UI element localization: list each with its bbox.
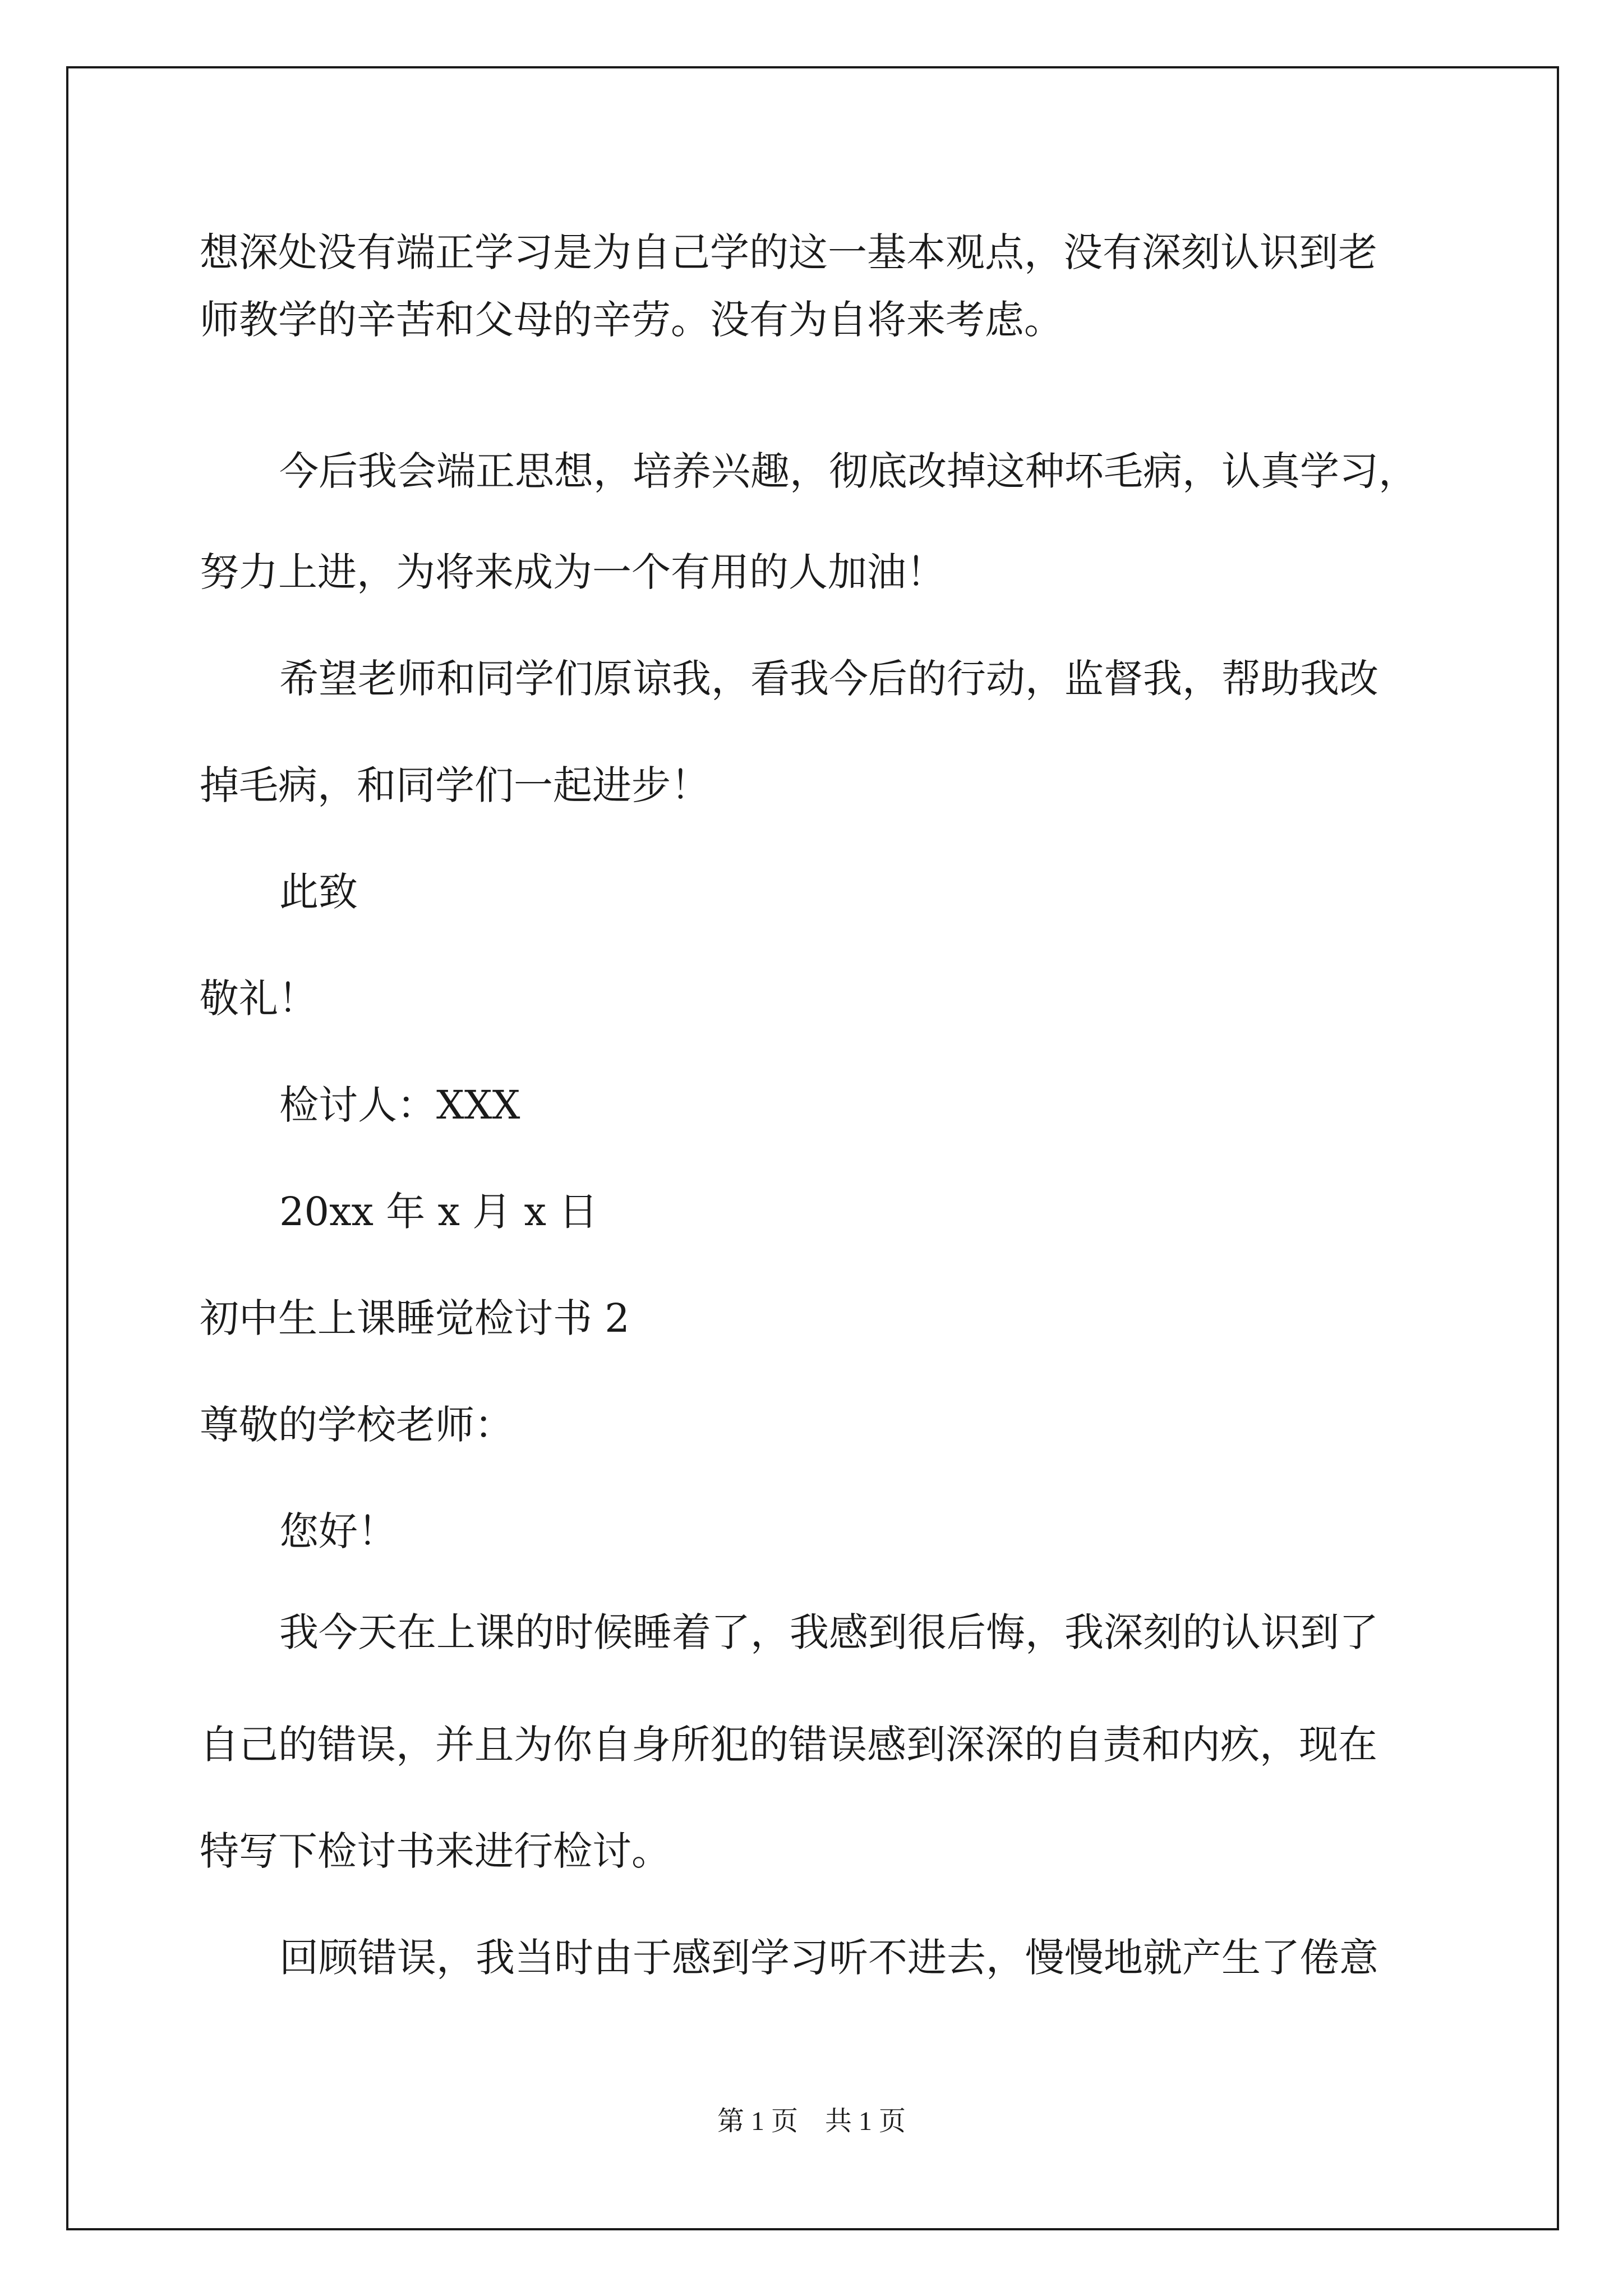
signature-reviewer: 检讨人：XXX — [279, 1082, 520, 1128]
salutation-cizhi: 此致 — [279, 869, 358, 915]
text-line-2: 师教学的辛苦和父母的辛劳。没有为自将来考虑。 — [200, 297, 1063, 343]
text-line-17: 回顾错误，我当时由于感到学习听不进去，慢慢地就产生了倦意 — [279, 1935, 1378, 1981]
text-line-5: 希望老师和同学们原谅我，看我今后的行动，监督我，帮助我改 — [279, 656, 1378, 702]
text-line-16: 特写下检讨书来进行检讨。 — [200, 1828, 671, 1874]
text-line-3: 今后我会端正思想，培养兴趣，彻底改掉这种坏毛病，认真学习， — [279, 448, 1418, 494]
text-line-1: 想深处没有端正学习是为自己学的这一基本观点，没有深刻认识到老 — [200, 229, 1377, 275]
salutation-jingli: 敬礼！ — [200, 976, 317, 1022]
text-line-4: 努力上进，为将来成为一个有用的人加油！ — [200, 549, 946, 595]
section-title: 初中生上课睡觉检讨书 2 — [200, 1295, 630, 1341]
greeting-hello: 您好！ — [279, 1508, 397, 1554]
page-border — [66, 66, 1559, 2230]
text-line-14: 我今天在上课的时候睡着了，我感到很后悔，我深刻的认识到了 — [279, 1609, 1378, 1655]
page-number-footer: 第 1 页 共 1 页 — [717, 2106, 906, 2136]
signature-date: 20xx 年 x 月 x 日 — [279, 1189, 598, 1235]
text-line-6: 掉毛病，和同学们一起进步！ — [200, 762, 710, 808]
text-line-15: 自己的错误，并且为你自身所犯的错误感到深深的自责和内疚，现在 — [200, 1722, 1377, 1768]
greeting-recipient: 尊敬的学校老师： — [200, 1402, 514, 1448]
